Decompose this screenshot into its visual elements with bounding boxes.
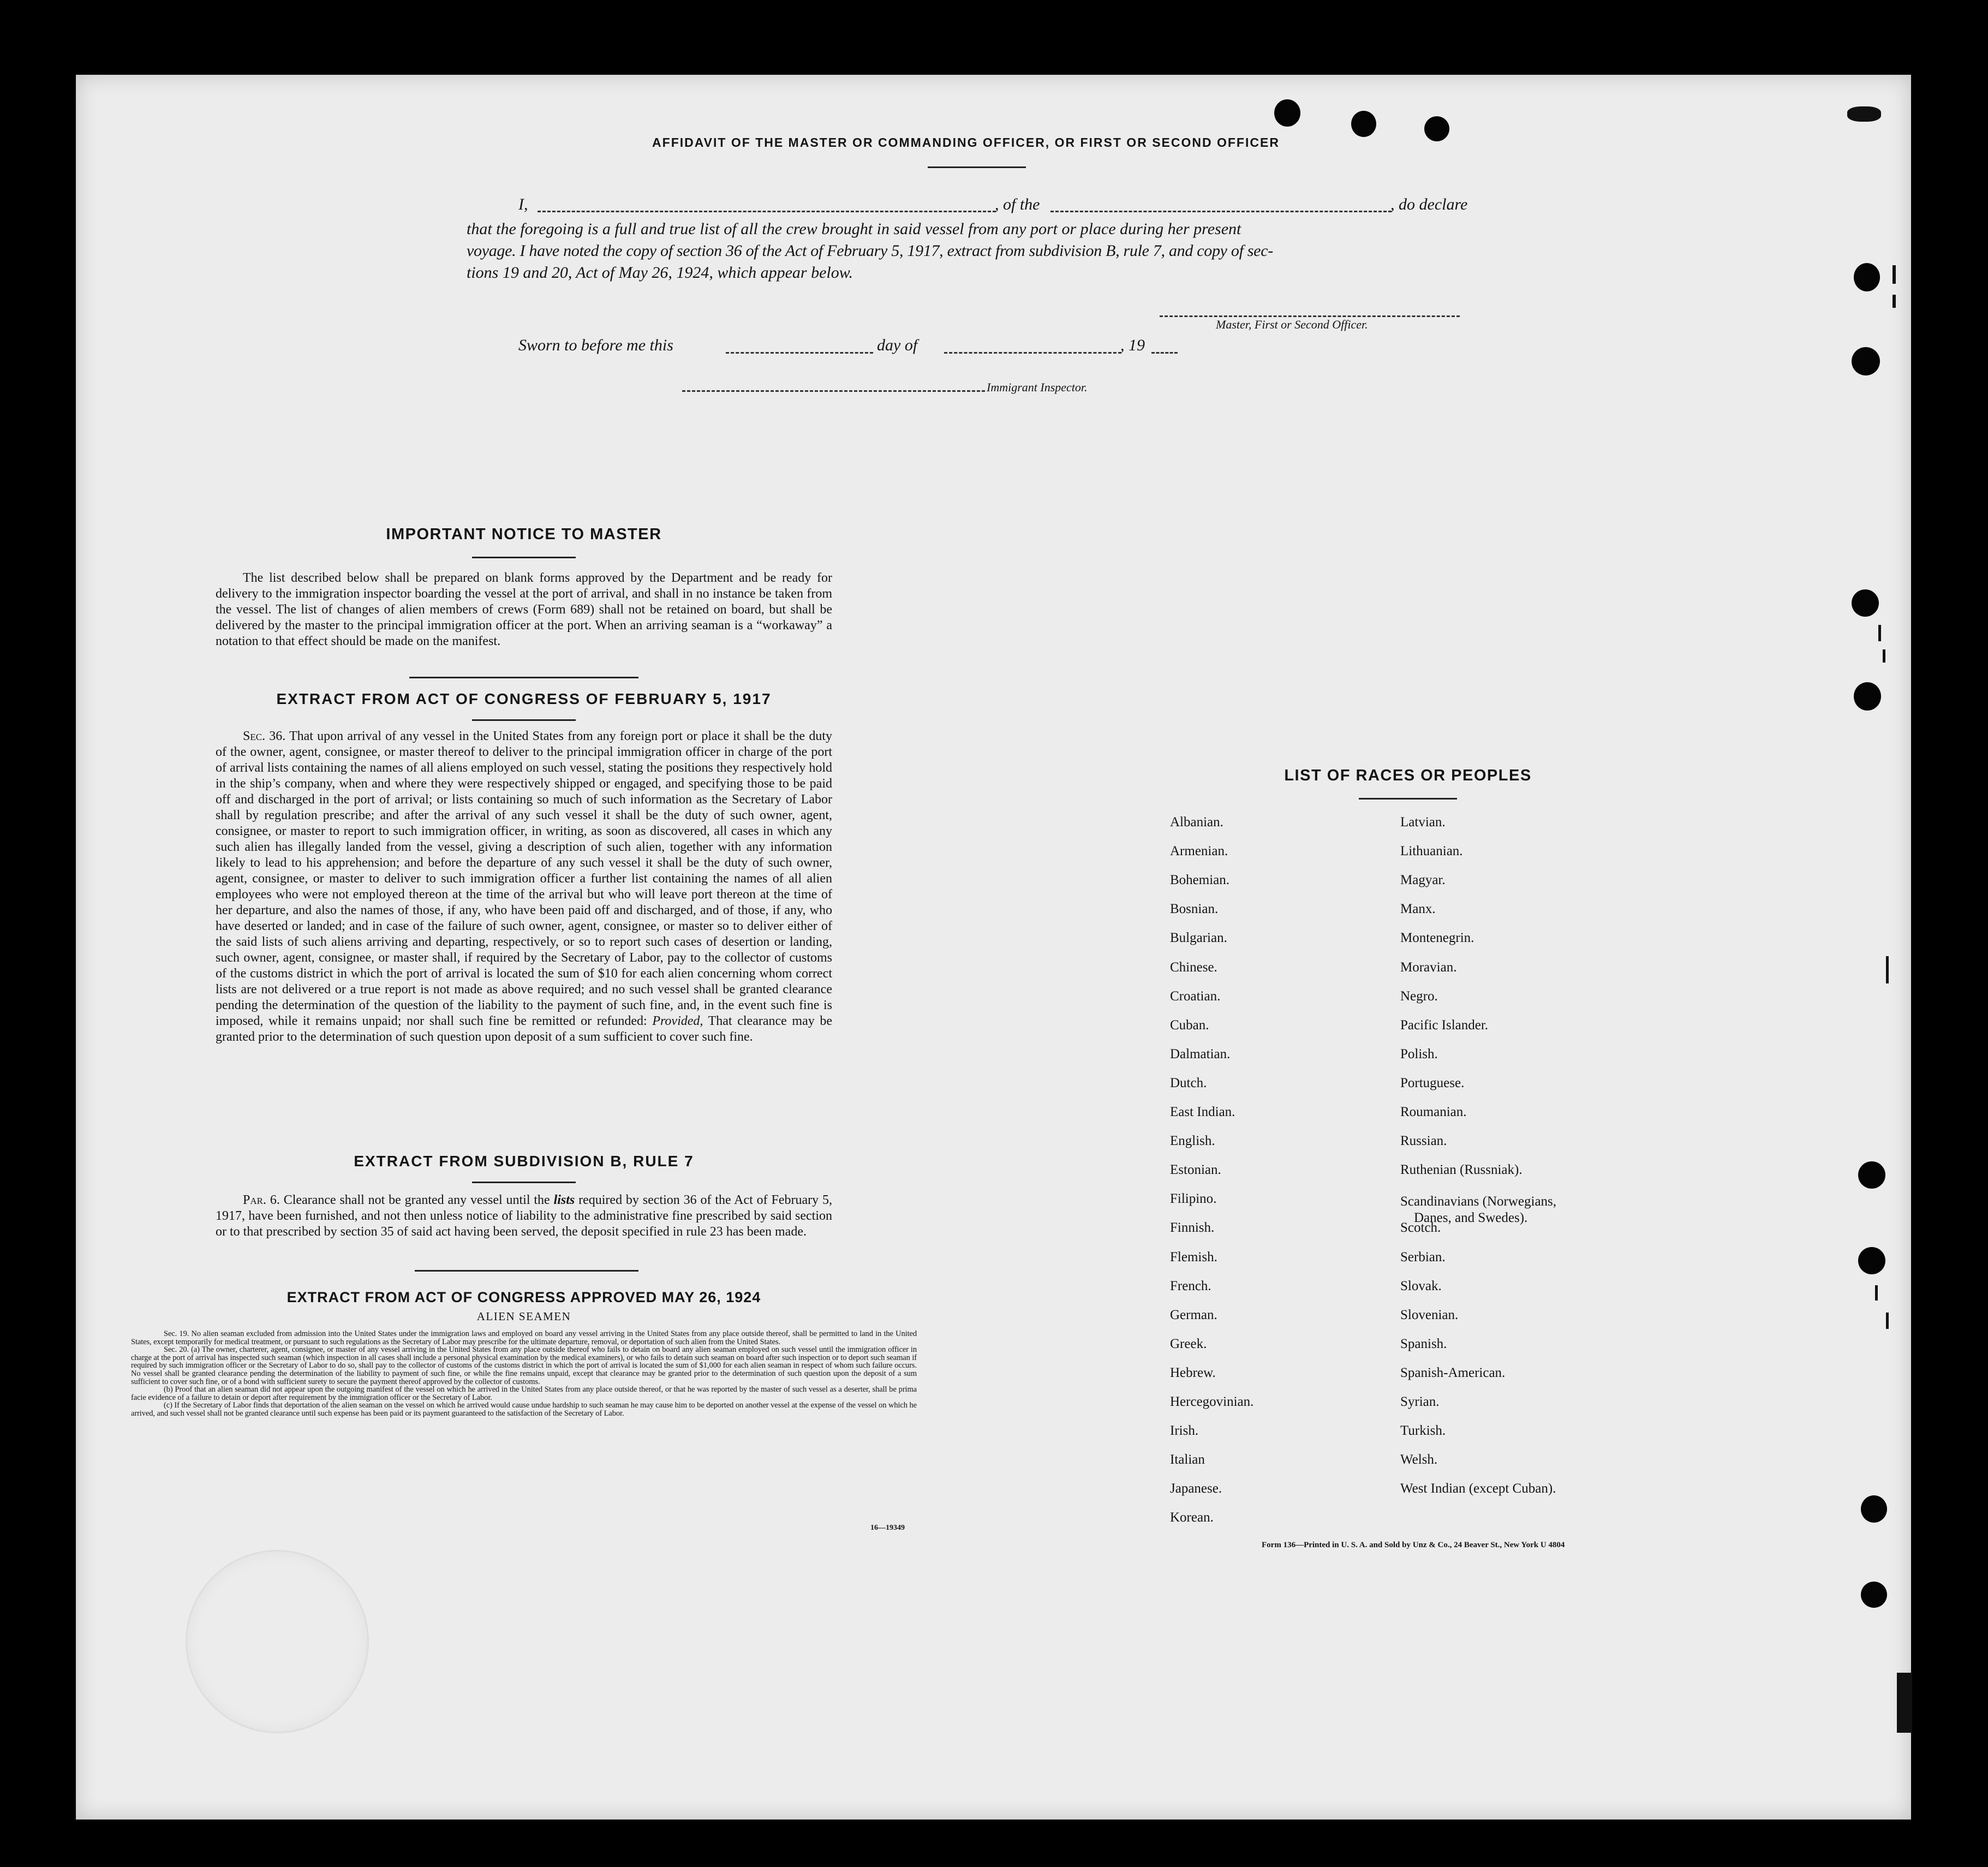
- edge-mark: [1893, 295, 1896, 308]
- race-item: Cuban.: [1170, 1017, 1209, 1033]
- race-item: Scotch.: [1400, 1220, 1441, 1236]
- affidavit-line-3: tions 19 and 20, Act of May 26, 1924, which appear below.: [467, 264, 853, 282]
- name-blank[interactable]: [538, 211, 996, 212]
- sworn-day-of: day of: [877, 336, 918, 354]
- affidavit-statement: [467, 218, 1493, 284]
- race-item: Pacific Islander.: [1400, 1017, 1489, 1033]
- race-item: Scandinavians (Norwegians,: [1400, 1194, 1557, 1209]
- race-item: Hercegovinian.: [1170, 1394, 1254, 1409]
- race-item: Roumanian.: [1400, 1105, 1467, 1119]
- paragraph-6-text-a: Clearance shall not be granted any vessel until the: [283, 1193, 550, 1207]
- section-36-text: [216, 729, 832, 1045]
- race-item: German.: [1170, 1307, 1217, 1322]
- sworn-month-blank[interactable]: [944, 352, 1121, 354]
- punch-hole: [1858, 1161, 1885, 1189]
- race-item: Turkish.: [1400, 1423, 1446, 1439]
- edge-mark: [1875, 1285, 1878, 1301]
- race-item: Estonian.: [1170, 1162, 1221, 1178]
- punch-hole: [1861, 1582, 1887, 1608]
- race-item: Italian: [1170, 1452, 1205, 1468]
- race-item: Manx.: [1400, 902, 1436, 917]
- race-item: Spanish-American.: [1400, 1365, 1506, 1380]
- race-item: English.: [1170, 1134, 1215, 1149]
- race-item: Serbian.: [1400, 1249, 1446, 1264]
- race-item: Portuguese.: [1400, 1075, 1465, 1090]
- act-1924-body: [131, 1330, 917, 1418]
- sworn-day-blank[interactable]: [726, 352, 873, 354]
- race-item: Ruthenian (Russniak).: [1400, 1162, 1523, 1178]
- race-item: Danes, and Swedes).: [1414, 1210, 1528, 1226]
- edge-mark: [1883, 649, 1885, 663]
- race-item: Bosnian.: [1170, 902, 1219, 917]
- race-item: Albanian.: [1170, 815, 1223, 830]
- rule-7-title: EXTRACT FROM SUBDIVISION B, RULE 7: [354, 1153, 694, 1170]
- race-item: Croatian.: [1170, 988, 1221, 1004]
- act-1917-title: EXTRACT FROM ACT OF CONGRESS OF FEBRUARY 5, 1917: [276, 690, 772, 707]
- affidavit-line-1: that the foregoing is a full and true list of all the crew brought in said vessel from any port or place during her present: [467, 220, 1241, 238]
- race-item: Dalmatian.: [1170, 1046, 1231, 1061]
- punch-hole: [1351, 111, 1376, 137]
- section-36-text-b: That clearance may be granted prior to the determination of such question upon deposit of a sum sufficient to cover such fine.: [216, 1014, 833, 1044]
- inspector-signature-line[interactable]: [682, 390, 985, 392]
- race-item: Polish.: [1400, 1046, 1438, 1061]
- punch-hole: [1424, 116, 1449, 141]
- section-20b-text: (b) Proof that an alien seaman did not appear upon the outgoing manifest of the vessel on which he arrived in the United States from any place outside thereof, or that he was reported by the master of such vessel as a deserter, shall be prima facie evidence of a failure to detain or deport after requirement by the immigration officer or the Secretary of Labor.: [131, 1385, 917, 1402]
- edge-clip: [1897, 1673, 1912, 1733]
- punch-hole: [1274, 99, 1300, 127]
- notice-title-rule: [472, 557, 576, 558]
- section-20a-text: Sec. 20. (a) The owner, charterer, agent, consignee, or master of any vessel arriving in the United States from any place outside thereof who fails to detain on board any alien seaman employed on such vessel until the immigration officer in charge at the port of arrival has inspected such seaman (which inspection in all cases shall include a personal physical examination by the medical examiners), or who fails to detain such seaman on board after such inspection or to deport such seaman if required by such immigration officer or the Secretary of Labor to do so, shall pay to the collector of customs of the customs district in which the port of arrival is located the sum of $1,000 for each alien seaman in respect of whom such failure occurs. No vessel shall be granted clearance pending the determination of the liability to payment of such fine, or while the fine remains unpaid, except that clearance may be granted prior to the determination of such question upon the deposit of a sum sufficient to cover such fine, or of a bond with sufficient surety to secure the payment thereof approved by the collector of customs.: [131, 1345, 917, 1386]
- race-item: Negro.: [1400, 988, 1438, 1004]
- affidavit-title-rule: [928, 166, 1026, 168]
- paragraph-6-label: Par. 6.: [243, 1193, 280, 1207]
- punch-hole: [1852, 589, 1879, 617]
- race-item: Russian.: [1400, 1134, 1447, 1149]
- race-item: Lithuanian.: [1400, 844, 1463, 859]
- races-title: LIST OF RACES OR PEOPLES: [1284, 767, 1532, 784]
- notice-text: The list described below shall be prepared on blank forms approved by the Department and be ready for delivery to the immigration inspector boarding the vessel at the port of arrival, and shall in no instance be taken from the vessel. The list of changes of alien members of crews (Form 689) shall not be retained on board, but shall be delivered by the master to the principal immigration officer at the port. When an arriving seaman is a “workaway” a notation to that effect should be made on the manifest.: [216, 571, 832, 648]
- race-item: Magyar.: [1400, 873, 1446, 888]
- races-title-rule: [1359, 798, 1457, 800]
- race-item: Dutch.: [1170, 1075, 1207, 1090]
- notice-title: IMPORTANT NOTICE TO MASTER: [386, 526, 662, 543]
- race-item: Chinese.: [1170, 959, 1217, 975]
- edge-mark: [1878, 625, 1881, 641]
- section-36-text-a: That upon arrival of any vessel in the United States from any foreign port or place it shall be the duty of the owner, agent, consignee, or master thereof to deliver to the principal immigration officer in charge of the port of arrival lists containing the names of all aliens employed on such vessel, stating the positions they respectively hold in the ship’s company, when and where they were respectively shipped or engaged, and specifying those to be paid off and discharged in the port of arrival; or lists containing so much of such information as the Secretary of Labor shall by regulation prescribe; and after the arrival of any such vessel it shall be the duty of such owner, agent, consignee, or master to report to such immigration officer, in writing, as soon as discovered, all cases in which any such alien has illegally landed from the vessel, giving a description of such alien, together with any information likely to lead to his apprehension; and before the departure of any such vessel it shall be the duty of such owner, agent, consignee, or master to deliver to such immigration officer a further list containing the names of all alien employees who were not employed thereon at the time of the arrival but who will leave port thereon at the time of her departure, and also the names of those, if any, who have been paid off and discharged, and of those, if any, who have deserted or landed; and in case of the failure of such owner, agent, consignee, or master so to deliver either of the said lists of such aliens arriving and departing, respectively, or so to report such cases of desertion or landing, such owner, agent, consignee, or master shall, if required by the Secretary of Labor, pay to the collector of customs of the customs district in which the port of arrival is located the sum of $10 for each alien concerning whom correct lists are not delivered or a true report is not made as above required; and no such vessel shall be granted clearance pending the determination of the question of the liability to the payment of such fine, and, in the event such fine is imposed, while it remains unpaid; nor shall such fine be remitted or refunded:: [216, 729, 832, 1028]
- race-item: Latvian.: [1400, 815, 1446, 830]
- notice-end-rule: [409, 677, 638, 678]
- race-item: Armenian.: [1170, 844, 1228, 859]
- edge-mark: [1893, 265, 1896, 284]
- race-item: Welsh.: [1400, 1452, 1438, 1468]
- affidavit-title: AFFIDAVIT OF THE MASTER OR COMMANDING OFFICER, OR FIRST OR SECOND OFFICER: [652, 135, 1280, 150]
- race-item: Montenegrin.: [1400, 930, 1474, 946]
- affidavit-line-2: voyage. I have noted the copy of section 36 of the Act of February 5, 1917, extract from subdivision B, rule 7, and copy of sec-: [467, 242, 1273, 260]
- notice-body: [216, 570, 832, 649]
- punch-hole: [1854, 263, 1880, 291]
- race-item: Greek.: [1170, 1336, 1207, 1351]
- paragraph-6-lists-word: lists: [553, 1193, 575, 1207]
- sworn-year-prefix: , 19: [1120, 336, 1145, 354]
- race-item: West Indian (except Cuban).: [1400, 1481, 1556, 1496]
- sworn-label: Sworn to before me this: [518, 336, 673, 354]
- race-item: Moravian.: [1400, 959, 1457, 975]
- punch-hole: [1852, 347, 1880, 375]
- print-code: 16—19349: [870, 1524, 905, 1532]
- act-1917-body: [216, 729, 832, 1045]
- affidavit-of-the: , of the: [995, 195, 1040, 213]
- race-item: French.: [1170, 1278, 1211, 1293]
- act-1917-title-rule: [472, 719, 576, 721]
- master-signature-caption: Master, First or Second Officer.: [1216, 318, 1368, 331]
- paragraph-6-text: [216, 1192, 832, 1240]
- section-20c-text: (c) If the Secretary of Labor finds that deportation of the alien seaman on the vessel on which he arrived would cause undue hardship to such seaman he may cause him to be deported on another vessel at the expense of the vessel on which he arrived, and such vessel shall not be granted clearance until such expense has been paid or its payment guaranteed to the satisfaction of the Secretary of Labor.: [131, 1401, 917, 1418]
- paragraph-6-text-b: required by section 36 of the Act of February 5, 1917, have been furnished, and not then unless notice of liability to the administrative fine prescribed by said section or to that prescribed by section 35 of said act having been served, the deposit specified in rule 23 has been made.: [216, 1193, 833, 1239]
- edge-mark: [1886, 956, 1889, 983]
- race-item: Syrian.: [1400, 1394, 1440, 1409]
- affidavit-do-declare: , do declare: [1390, 195, 1468, 213]
- race-item: Slovak.: [1400, 1278, 1442, 1293]
- section-36-label: Sec. 36.: [243, 729, 286, 743]
- race-item: Irish.: [1170, 1423, 1199, 1439]
- master-signature-line[interactable]: [1160, 315, 1460, 317]
- section-19-text: Sec. 19. No alien seaman excluded from admission into the United States under the immigration laws and employed on board any vessel arriving in the United States from any place outside thereof, shall be permitted to land in the United States, except temporarily for medical treatment, or pursuant to such regulations as the Secretary of Labor may prescribe for the ultimate departure, removal, or deportation of such alien from the United States.: [131, 1329, 917, 1346]
- section-36-provided: Provided,: [652, 1014, 703, 1028]
- punch-hole: [1858, 1247, 1885, 1274]
- race-item: Korean.: [1170, 1510, 1214, 1525]
- rule-7-title-rule: [472, 1182, 576, 1183]
- race-item: Bulgarian.: [1170, 930, 1227, 946]
- edge-mark: [1886, 1313, 1889, 1329]
- form-note: Form 136—Printed in U. S. A. and Sold by Unz & Co., 24 Beaver St., New York U 4804: [1262, 1541, 1565, 1549]
- act-1924-title: EXTRACT FROM ACT OF CONGRESS APPROVED MAY 26, 1924: [286, 1289, 761, 1305]
- vessel-name-blank[interactable]: [1050, 211, 1392, 212]
- inspector-caption: Immigrant Inspector.: [987, 380, 1088, 394]
- race-item: Finnish.: [1170, 1220, 1215, 1236]
- corner-mark: [1847, 106, 1881, 122]
- race-item: Bohemian.: [1170, 873, 1230, 888]
- sworn-year-blank[interactable]: [1151, 352, 1178, 354]
- race-item: Flemish.: [1170, 1249, 1217, 1264]
- race-item: Spanish.: [1400, 1336, 1447, 1351]
- race-item: Hebrew.: [1170, 1365, 1216, 1380]
- act-1924-subtitle: ALIEN SEAMEN: [476, 1310, 571, 1323]
- race-item: Japanese.: [1170, 1481, 1222, 1496]
- rule-7-body: [216, 1192, 832, 1240]
- race-item: Filipino.: [1170, 1191, 1217, 1207]
- affidavit-i-label: I,: [518, 195, 528, 213]
- embossed-seal: [186, 1550, 369, 1733]
- punch-hole: [1854, 682, 1881, 711]
- rule-7-end-rule: [415, 1270, 638, 1272]
- punch-hole: [1861, 1495, 1887, 1523]
- race-item: East Indian.: [1170, 1105, 1235, 1119]
- race-item: Slovenian.: [1400, 1307, 1459, 1322]
